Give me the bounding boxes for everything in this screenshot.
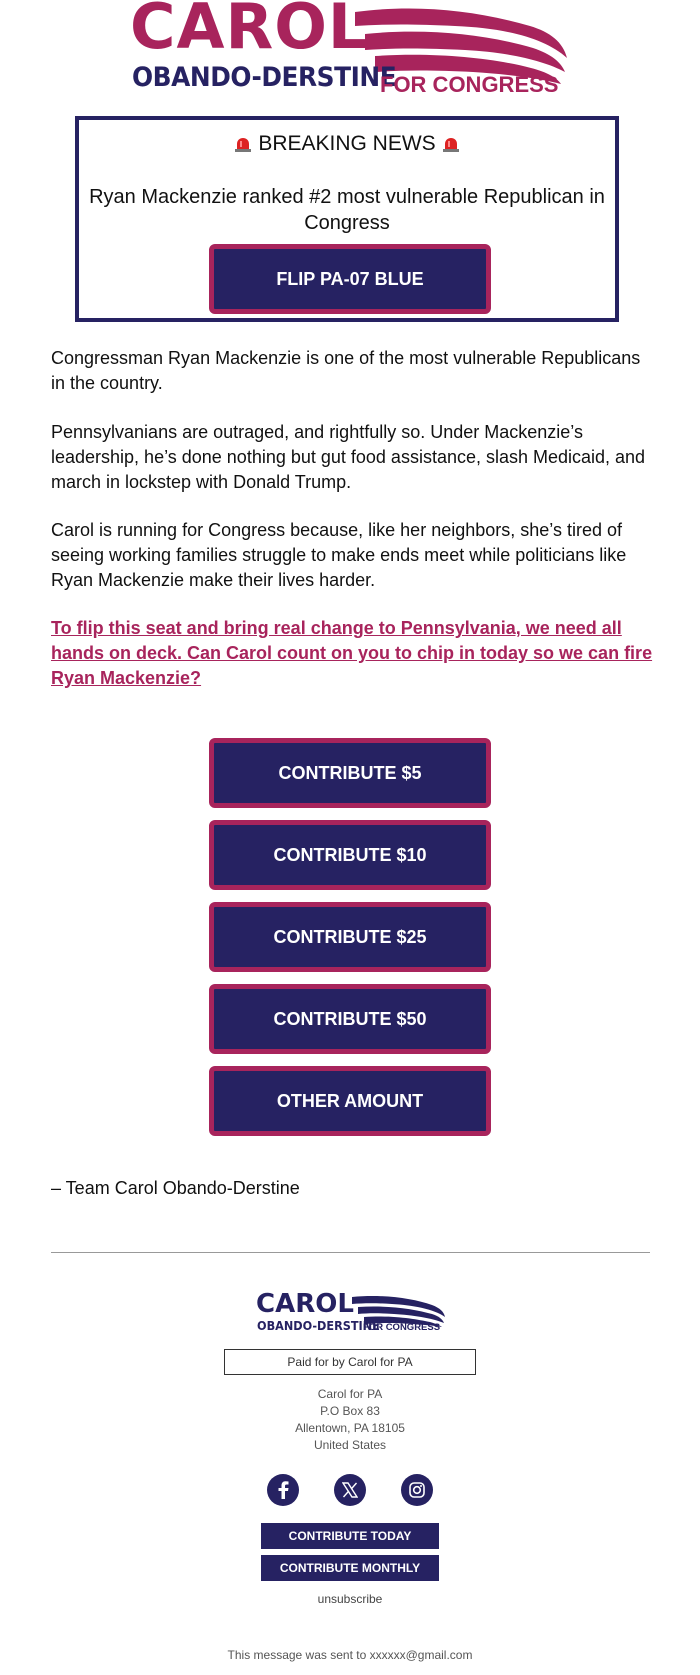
unsubscribe-link[interactable]: unsubscribe [317, 1592, 383, 1606]
address-line-4: United States [313, 1438, 387, 1452]
signoff: – Team Carol Obando-Derstine [51, 1178, 300, 1198]
contribute-today-button[interactable]: CONTRIBUTE TODAY [261, 1523, 439, 1549]
instagram-icon[interactable] [401, 1474, 433, 1506]
contribute-10-button[interactable]: CONTRIBUTE $10 [209, 820, 491, 890]
contribute-25-button[interactable]: CONTRIBUTE $25 [209, 902, 491, 972]
donation-ask-link[interactable]: To flip this seat and bring real change to Pennsylvania, we need all hands on deck. Can Carol count on you to chip in today so we can fire Ryan Mackenzie? [51, 618, 653, 688]
contribute-5-button[interactable]: CONTRIBUTE $5 [209, 738, 491, 808]
logo-tagline: FOR CONGRESS [380, 72, 559, 97]
contribute-monthly-button[interactable]: CONTRIBUTE MONTHLY [261, 1555, 439, 1581]
body-paragraph-2: Pennsylvanians are outraged, and rightfully so. Under Mackenzie’s leadership, he’s done nothing but gut food assistance, slash Medicaid, and march in lockstep with Donald Trump. [51, 422, 646, 492]
breaking-news-label: BREAKING NEWS [258, 132, 436, 155]
footer-logo-name: CAROL [256, 1289, 354, 1319]
logo-surname: OBANDO-DERSTINE [132, 62, 397, 93]
address-line-2: P.O Box 83 [320, 1404, 380, 1418]
footer-divider [51, 1252, 650, 1253]
logo-name: CAROL [130, 0, 369, 63]
footer-logo-tagline: FOR CONGRESS [363, 1322, 441, 1333]
facebook-icon[interactable] [267, 1474, 299, 1506]
sent-to-notice: This message was sent to xxxxxx@gmail.com [227, 1648, 473, 1662]
address-line-1: Carol for PA [317, 1387, 383, 1401]
address-line-3: Allentown, PA 18105 [295, 1421, 405, 1435]
body-paragraph-1: Congressman Ryan Mackenzie is one of the most vulnerable Republicans in the country. [51, 348, 641, 393]
x-twitter-icon[interactable] [334, 1474, 366, 1506]
siren-icon [234, 136, 252, 152]
campaign-logo[interactable] [130, 0, 570, 100]
other-amount-button[interactable]: OTHER AMOUNT [209, 1066, 491, 1136]
siren-icon [442, 136, 460, 152]
contribute-50-button[interactable]: CONTRIBUTE $50 [209, 984, 491, 1054]
footer-logo-surname: OBANDO-DERSTINE [257, 1318, 380, 1333]
paid-for-disclaimer: Paid for by Carol for PA [224, 1349, 476, 1375]
footer-logo[interactable] [256, 1289, 446, 1336]
body-paragraph-3: Carol is running for Congress because, like her neighbors, she’s tired of seeing working families struggle to make ends meet while politicians like Ryan Mackenzie make their lives harder. [51, 520, 627, 590]
flip-pa07-button[interactable]: FLIP PA-07 BLUE [209, 244, 491, 314]
breaking-news-box [75, 116, 619, 322]
news-headline: Ryan Mackenzie ranked #2 most vulnerable Republican in Congress [89, 186, 605, 234]
breaking-news-title [79, 132, 615, 156]
